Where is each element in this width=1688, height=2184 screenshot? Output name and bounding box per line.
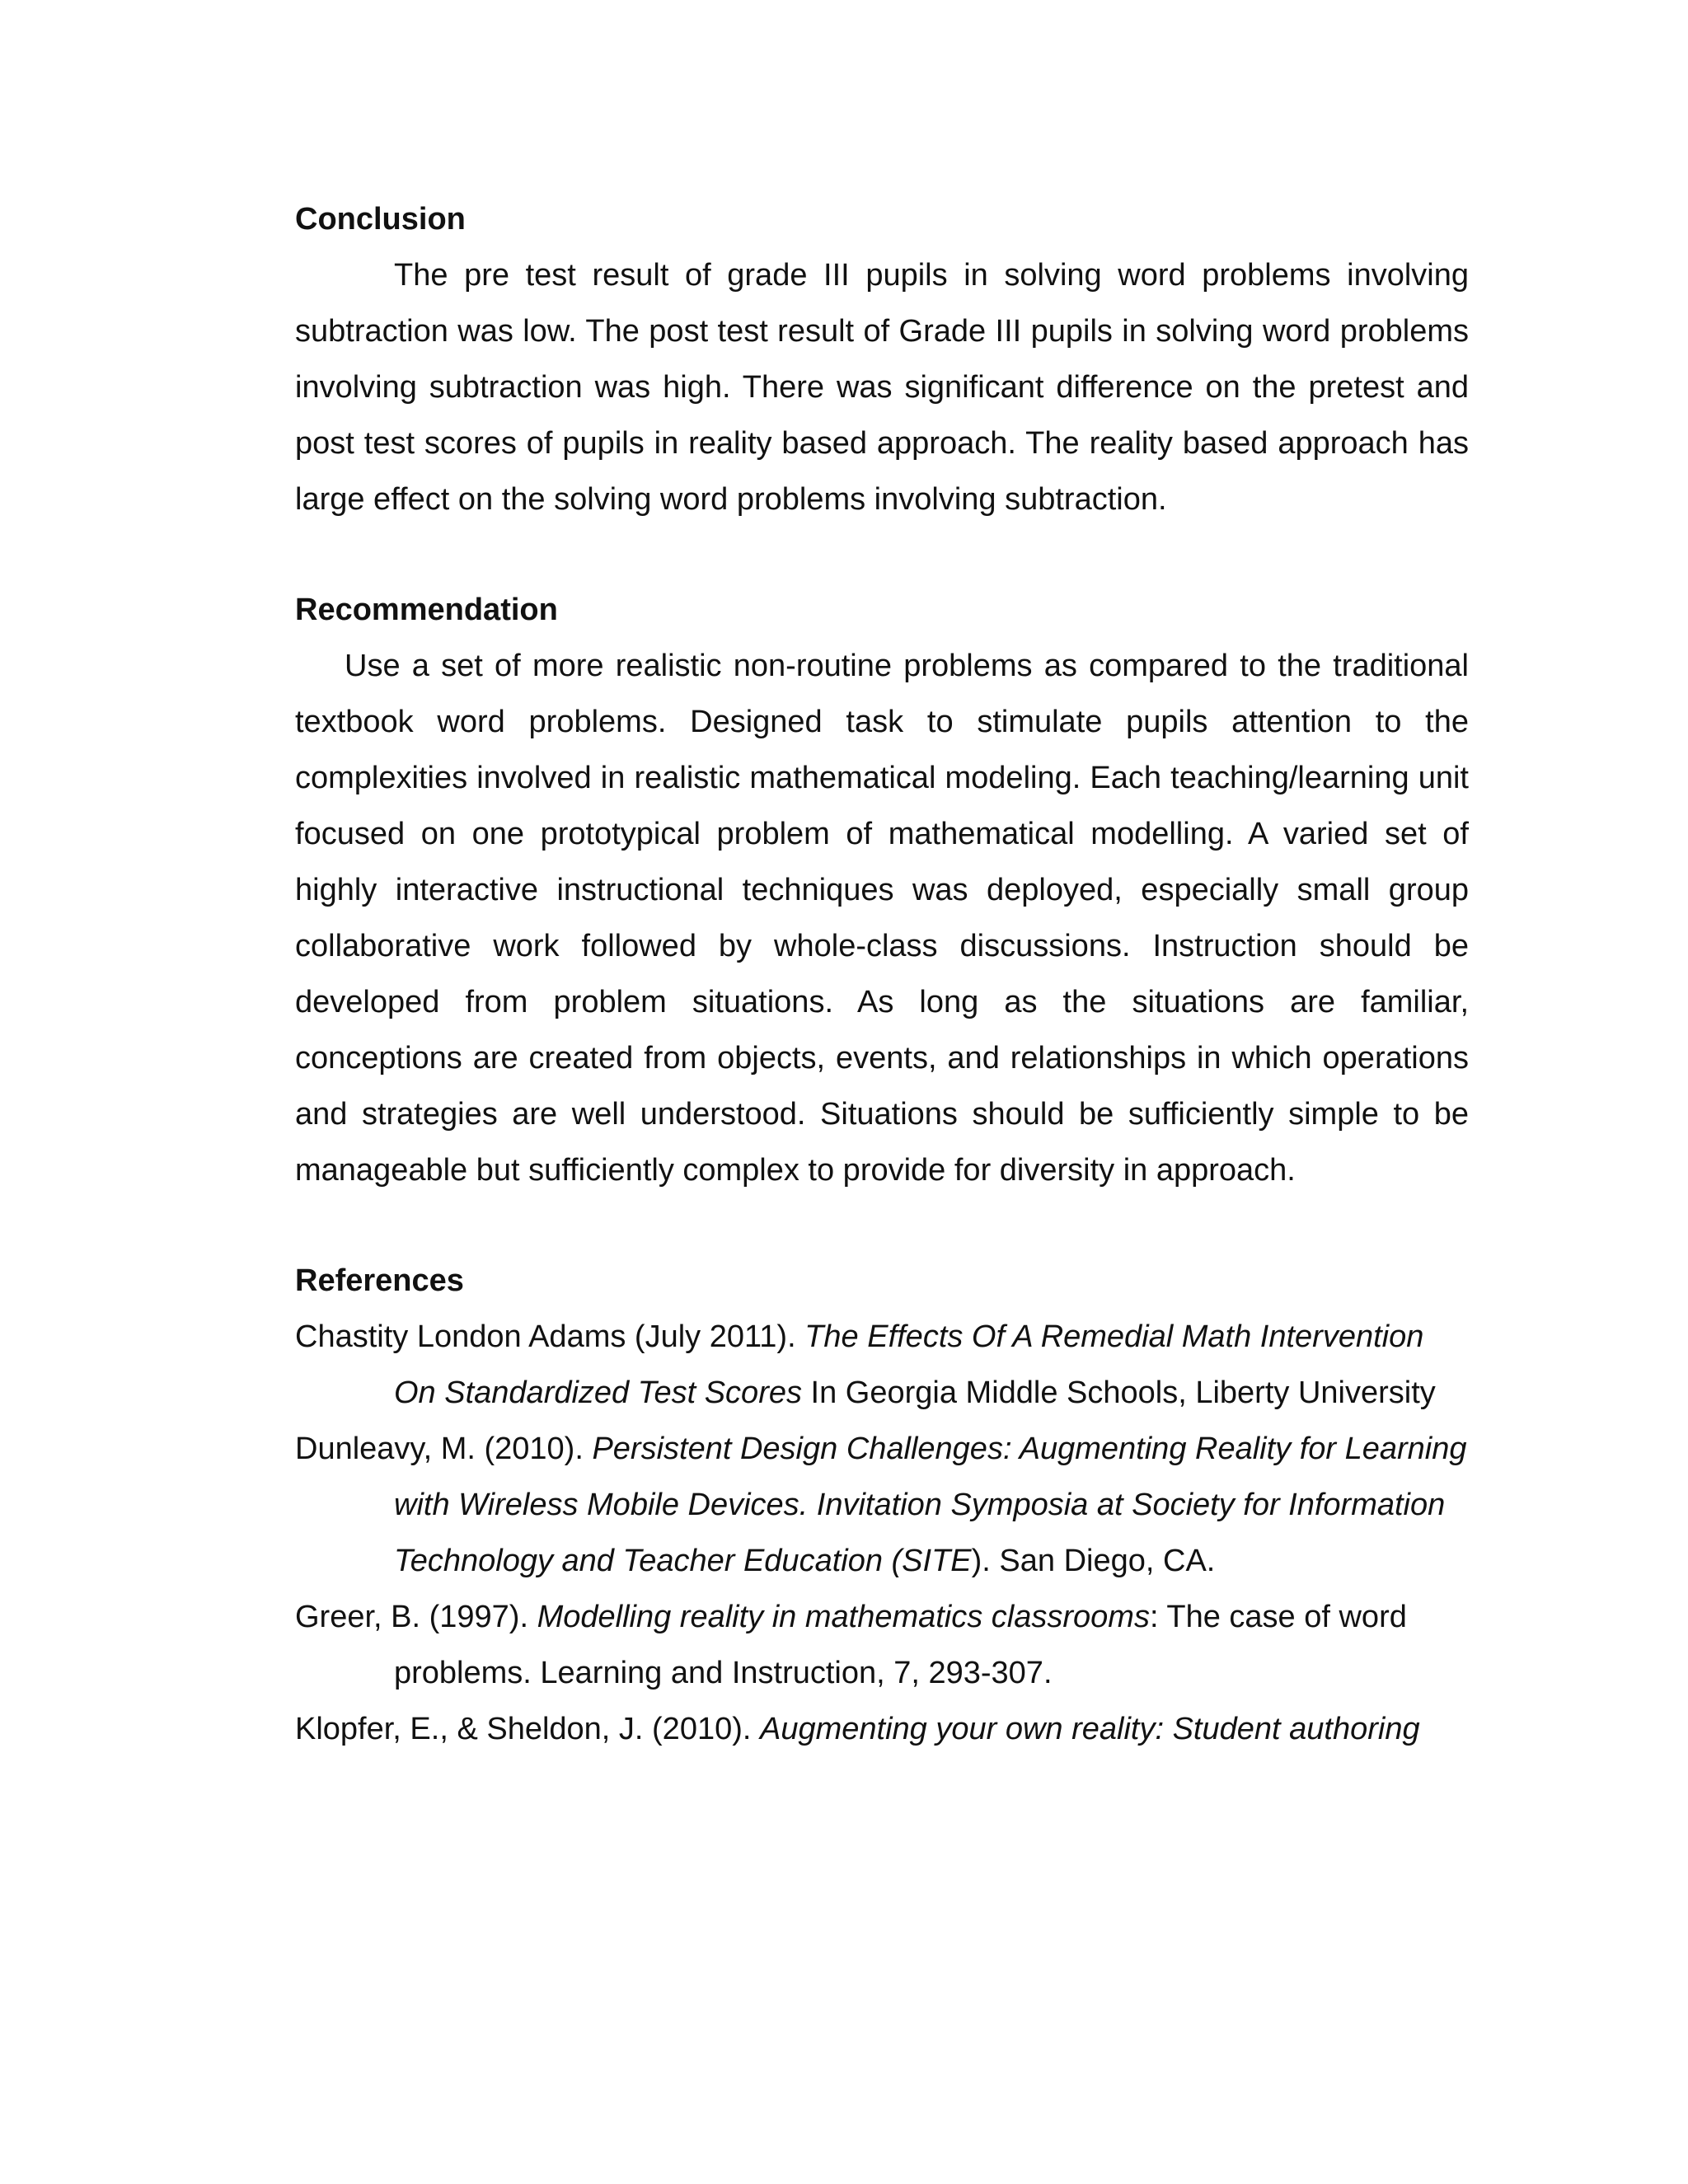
reference-entry <box>295 1701 1469 1757</box>
reference-source: ). San Diego, CA. <box>971 1544 1216 1578</box>
reference-title: Persistent Design Challenges: Augmenting Reality for Learning with Wireless Mobile Devices. Invitation Symposia at Society for Information Technology and Teacher Education (SITE <box>394 1432 1467 1578</box>
reference-entry <box>295 1309 1469 1421</box>
recommendation-paragraph: Use a set of more realistic non-routine problems as compared to the traditional textbook word problems. Designed task to stimulate pupils attention to the complexities involved in realistic mathematical modeling. Each teaching/learning unit focused on one prototypical problem of mathematical modelling. A varied set of highly interactive instructional techniques was deployed, especially small group collaborative work followed by whole-class discussions. Instruction should be developed from problem situations. As long as the situations are familiar, conceptions are created from objects, events, and relationships in which operations and strategies are well understood. Situations should be sufficiently simple to be manageable but sufficiently complex to provide for diversity in approach. <box>295 649 1469 1188</box>
recommendation-heading: Recommendation <box>295 593 558 627</box>
conclusion-heading: Conclusion <box>295 202 466 237</box>
references-heading: References <box>295 1263 464 1298</box>
reference-title: Modelling reality in mathematics classrooms <box>537 1600 1150 1634</box>
section-spacer <box>295 527 1469 582</box>
reference-author-year: Chastity London Adams (July 2011). <box>295 1319 805 1354</box>
document-page <box>295 191 1469 1757</box>
reference-author-year: Greer, B. (1997). <box>295 1600 537 1634</box>
reference-author-year: Dunleavy, M. (2010). <box>295 1432 593 1466</box>
section-spacer <box>295 1198 1469 1253</box>
reference-entry <box>295 1589 1469 1701</box>
reference-entry <box>295 1421 1469 1589</box>
reference-author-year: Klopfer, E., & Sheldon, J. (2010). <box>295 1712 760 1746</box>
reference-source: In Georgia Middle Schools, Liberty University <box>801 1376 1436 1410</box>
reference-title: Augmenting your own reality: Student authoring <box>760 1712 1420 1746</box>
conclusion-paragraph: The pre test result of grade III pupils in solving word problems involving subtraction was low. The post test result of Grade III pupils in solving word problems involving subtraction was high. There was significant difference on the pretest and post test scores of pupils in reality based approach. The reality based approach has large effect on the solving word problems involving subtraction. <box>295 258 1469 517</box>
reference-title: The Effects Of A Remedial Math Intervention On Standardized Test Scores <box>394 1319 1424 1410</box>
reference-source: : The case of word problems. Learning and Instruction, 7, 293-307. <box>394 1600 1407 1690</box>
